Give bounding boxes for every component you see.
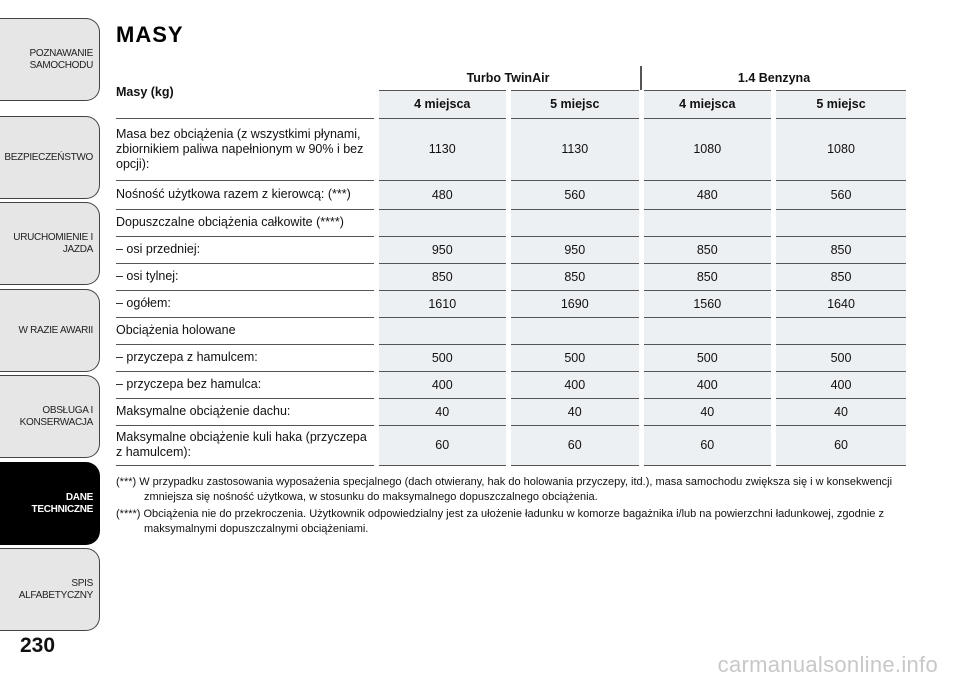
cell-value: 60	[376, 425, 509, 465]
row-label: Nośność użytkowa razem z kierowcą: (***)	[116, 180, 376, 209]
watermark: carmanualsonline.info	[717, 652, 938, 677]
cell-value	[376, 317, 509, 344]
cell-value: 850	[774, 236, 907, 263]
footnote: (****) Obciążenia nie do przekroczenia. Użytkownik odpowiedzialny jest za ułożenie ładunku w komorze bagażnika i/lub na powierzchni ładunkowej, zgodnie z maksymalnymi dopuszczalnymi obciążeniami.	[116, 508, 884, 535]
label-header: Masy (kg)	[116, 66, 376, 118]
cell-value: 1560	[641, 290, 774, 317]
cell-value: 1130	[509, 118, 642, 180]
page-number: 230	[20, 634, 56, 657]
row-label: – osi tylnej:	[116, 263, 376, 290]
tab-spis-alfabetyczny[interactable]: SPIS ALFABETYCZNY	[0, 548, 100, 631]
cell-value: 1690	[509, 290, 642, 317]
tab-obsluga-i-konserwacja[interactable]: OBSŁUGA I KONSERWACJA	[0, 375, 100, 458]
cell-value: 40	[509, 398, 642, 425]
cell-value: 560	[774, 180, 907, 209]
table-row	[116, 398, 906, 425]
row-label: Dopuszczalne obciążenia całkowite (****)	[116, 209, 376, 236]
cell-value: 400	[376, 371, 509, 398]
cell-value: 480	[376, 180, 509, 209]
row-label: Maksymalne obciążenie dachu:	[116, 398, 376, 425]
cell-value: 400	[774, 371, 907, 398]
table-row	[116, 371, 906, 398]
page-title: MASY	[116, 22, 184, 47]
cell-value: 400	[509, 371, 642, 398]
cell-value: 850	[774, 263, 907, 290]
cell-value: 40	[376, 398, 509, 425]
table-row	[116, 425, 906, 465]
cell-value: 850	[641, 236, 774, 263]
cell-value: 1640	[774, 290, 907, 317]
footnote: (***) W przypadku zastosowania wyposażenia specjalnego (dach otwierany, hak do holowania przyczepy, itd.), masa samochodu zwiększa się i w konsekwencji zmniejsza się nośność użytkowa, w stosunku do maksymalnego dopuszczalnego obciążenia.	[116, 476, 893, 503]
cell-value: 500	[641, 344, 774, 371]
cell-value: 500	[509, 344, 642, 371]
row-label: – przyczepa z hamulcem:	[116, 344, 376, 371]
seats-header: 5 miejsc	[509, 90, 642, 118]
seats-header: 4 miejsca	[641, 90, 774, 118]
table-row	[116, 344, 906, 371]
seats-header: 4 miejsca	[376, 90, 509, 118]
cell-value: 1610	[376, 290, 509, 317]
engine-header-14-benzyna: 1.4 Benzyna	[641, 66, 906, 90]
table-row	[116, 317, 906, 344]
cell-value: 1080	[774, 118, 907, 180]
cell-value: 500	[376, 344, 509, 371]
cell-value: 560	[509, 180, 642, 209]
cell-value	[774, 317, 907, 344]
table-row	[116, 118, 906, 180]
tab-w-razie-awarii[interactable]: W RAZIE AWARII	[0, 289, 100, 372]
cell-value	[376, 209, 509, 236]
cell-value: 850	[509, 263, 642, 290]
table-row	[116, 263, 906, 290]
seats-header: 5 miejsc	[774, 90, 907, 118]
table-row	[116, 236, 906, 263]
row-label: Obciążenia holowane	[116, 317, 376, 344]
row-label: – osi przedniej:	[116, 236, 376, 263]
cell-value	[509, 317, 642, 344]
tab-bezpieczenstwo[interactable]: BEZPIECZEŃSTWO	[0, 116, 100, 199]
cell-value: 60	[774, 425, 907, 465]
chapter-sidebar	[0, 0, 100, 686]
masses-table	[116, 66, 906, 466]
tab-poznawanie-samochodu[interactable]: POZNAWANIE SAMOCHODU	[0, 18, 100, 101]
cell-value: 500	[774, 344, 907, 371]
footnotes	[116, 475, 906, 539]
cell-value: 950	[509, 236, 642, 263]
cell-value: 1080	[641, 118, 774, 180]
cell-value	[774, 209, 907, 236]
cell-value: 40	[774, 398, 907, 425]
table-row	[116, 180, 906, 209]
cell-value: 850	[376, 263, 509, 290]
row-label: – ogółem:	[116, 290, 376, 317]
table-row	[116, 209, 906, 236]
row-label: – przyczepa bez hamulca:	[116, 371, 376, 398]
row-label: Masa bez obciążenia (z wszystkimi płynami, zbiornikiem paliwa napełnionym w 90% i bez opcji):	[116, 118, 376, 180]
cell-value	[509, 209, 642, 236]
cell-value: 40	[641, 398, 774, 425]
cell-value: 480	[641, 180, 774, 209]
cell-value: 950	[376, 236, 509, 263]
tab-dane-techniczne[interactable]: DANE TECHNICZNE	[0, 462, 100, 545]
cell-value: 400	[641, 371, 774, 398]
engine-header-turbo-twinair: Turbo TwinAir	[376, 66, 641, 90]
row-label: Maksymalne obciążenie kuli haka (przyczepa z hamulcem):	[116, 425, 376, 465]
cell-value: 60	[509, 425, 642, 465]
cell-value: 1130	[376, 118, 509, 180]
cell-value: 850	[641, 263, 774, 290]
table-row	[116, 290, 906, 317]
cell-value	[641, 317, 774, 344]
cell-value	[641, 209, 774, 236]
tab-uruchomienie-i-jazda[interactable]: URUCHOMIENIE I JAZDA	[0, 202, 100, 285]
cell-value: 60	[641, 425, 774, 465]
